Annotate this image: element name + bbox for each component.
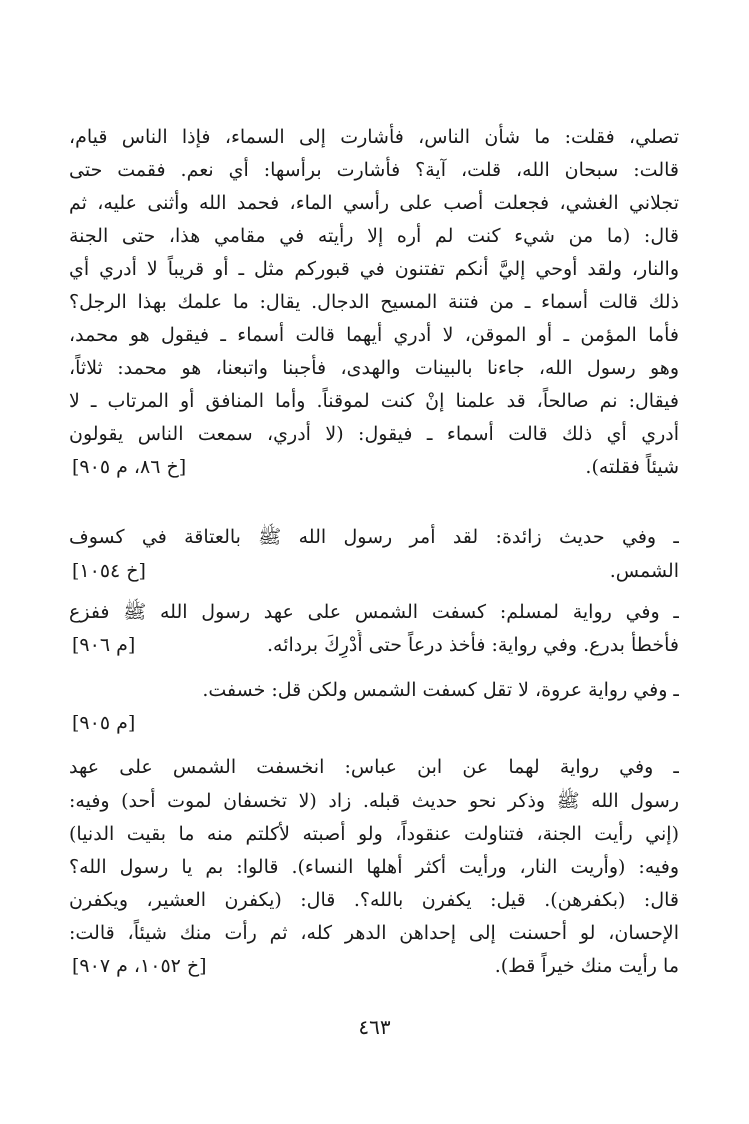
text-line: الإحسان، لو أحسنت إلى إحداهن الدهر كله، ثم رأت منك شيئاً، قالت: (69, 922, 679, 944)
text-line: والنار، ولقد أوحي إليَّ أنكم تفتنون في قبوركم مثل ـ أو قريباً لا أدري أي (69, 258, 679, 280)
text-line: تجلاني الغشي، فجعلت أصب على رأسي الماء، فحمد الله وأثنى عليه، ثم (69, 192, 679, 214)
text-line: شيئاً فقلته). (585, 456, 679, 478)
text-line: رسول الله ﷺ وذكر نحو حديث قبله. زاد (لا تخسفان لموت أحد) وفيه: (69, 790, 679, 812)
text-line: قال: (بكفرهن). قيل: يكفرن بالله؟. قال: (يكفرن العشير، ويكفرن (69, 889, 679, 911)
page-number: ٤٦٣ (358, 1015, 391, 1039)
source-reference: [خ ١٠٥٢، م ٩٠٧] (72, 955, 207, 977)
text-line: (إني رأيت الجنة، فتناولت عنقوداً، ولو أصبته لأكلتم منه ما بقيت الدنيا) (69, 823, 679, 845)
text-line: ـ وفي رواية لهما عن ابن عباس: انخسفت الشمس على عهد (69, 756, 679, 778)
text-line: أدري أي ذلك قالت أسماء ـ فيقول: (لا أدري، سمعت الناس يقولون (69, 423, 679, 445)
text-line: ما رأيت منك خيراً قط). (494, 955, 679, 977)
text-line: الشمس. (609, 560, 679, 582)
text-line: قالت: سبحان الله، قلت، آية؟ فأشارت برأسها: أي نعم. فقمت حتى (69, 159, 679, 181)
text-line: ذلك قالت أسماء ـ من فتنة المسيح الدجال. يقال: ما علمك بهذا الرجل؟ (69, 291, 679, 313)
text-line: فأخطأ بدرع. وفي رواية: فأخذ درعاً حتى أُدْرِكَ بردائه. (267, 634, 679, 656)
text-line: فأما المؤمن ـ أو الموقن، لا أدري أيهما قالت أسماء ـ فيقول هو محمد، (69, 324, 679, 346)
source-reference: [خ ١٠٥٤] (72, 560, 146, 582)
text-line: تصلي، فقلت: ما شأن الناس، فأشارت إلى السماء، فإذا الناس قيام، (69, 126, 679, 148)
text-line: ـ وفي رواية لمسلم: كسفت الشمس على عهد رسول الله ﷺ ففزع (69, 601, 679, 623)
source-reference: [خ ٨٦، م ٩٠٥] (72, 456, 187, 478)
text-line: وهو رسول الله، جاءنا بالبينات والهدى، فأجبنا واتبعنا، هو محمد: ثلاثاً، (69, 357, 679, 379)
text-line: ـ وفي رواية عروة، لا تقل كسفت الشمس ولكن قل: خسفت. (202, 679, 679, 701)
text-line: فيقال: نم صالحاً، قد علمنا إنْ كنت لموقناً. وأما المنافق أو المرتاب ـ لا (69, 390, 679, 412)
source-reference: [م ٩٠٥] (72, 712, 136, 734)
source-reference: [م ٩٠٦] (72, 634, 136, 656)
text-line: وفيه: (وأريت النار، ورأيت أكثر أهلها النساء). قالوا: بم يا رسول الله؟ (69, 856, 679, 878)
text-line: ـ وفي حديث زائدة: لقد أمر رسول الله ﷺ بالعتاقة في كسوف (69, 526, 679, 548)
text-line: قال: (ما من شيء كنت لم أره إلا رأيته في مقامي هذا، حتى الجنة (69, 225, 679, 247)
